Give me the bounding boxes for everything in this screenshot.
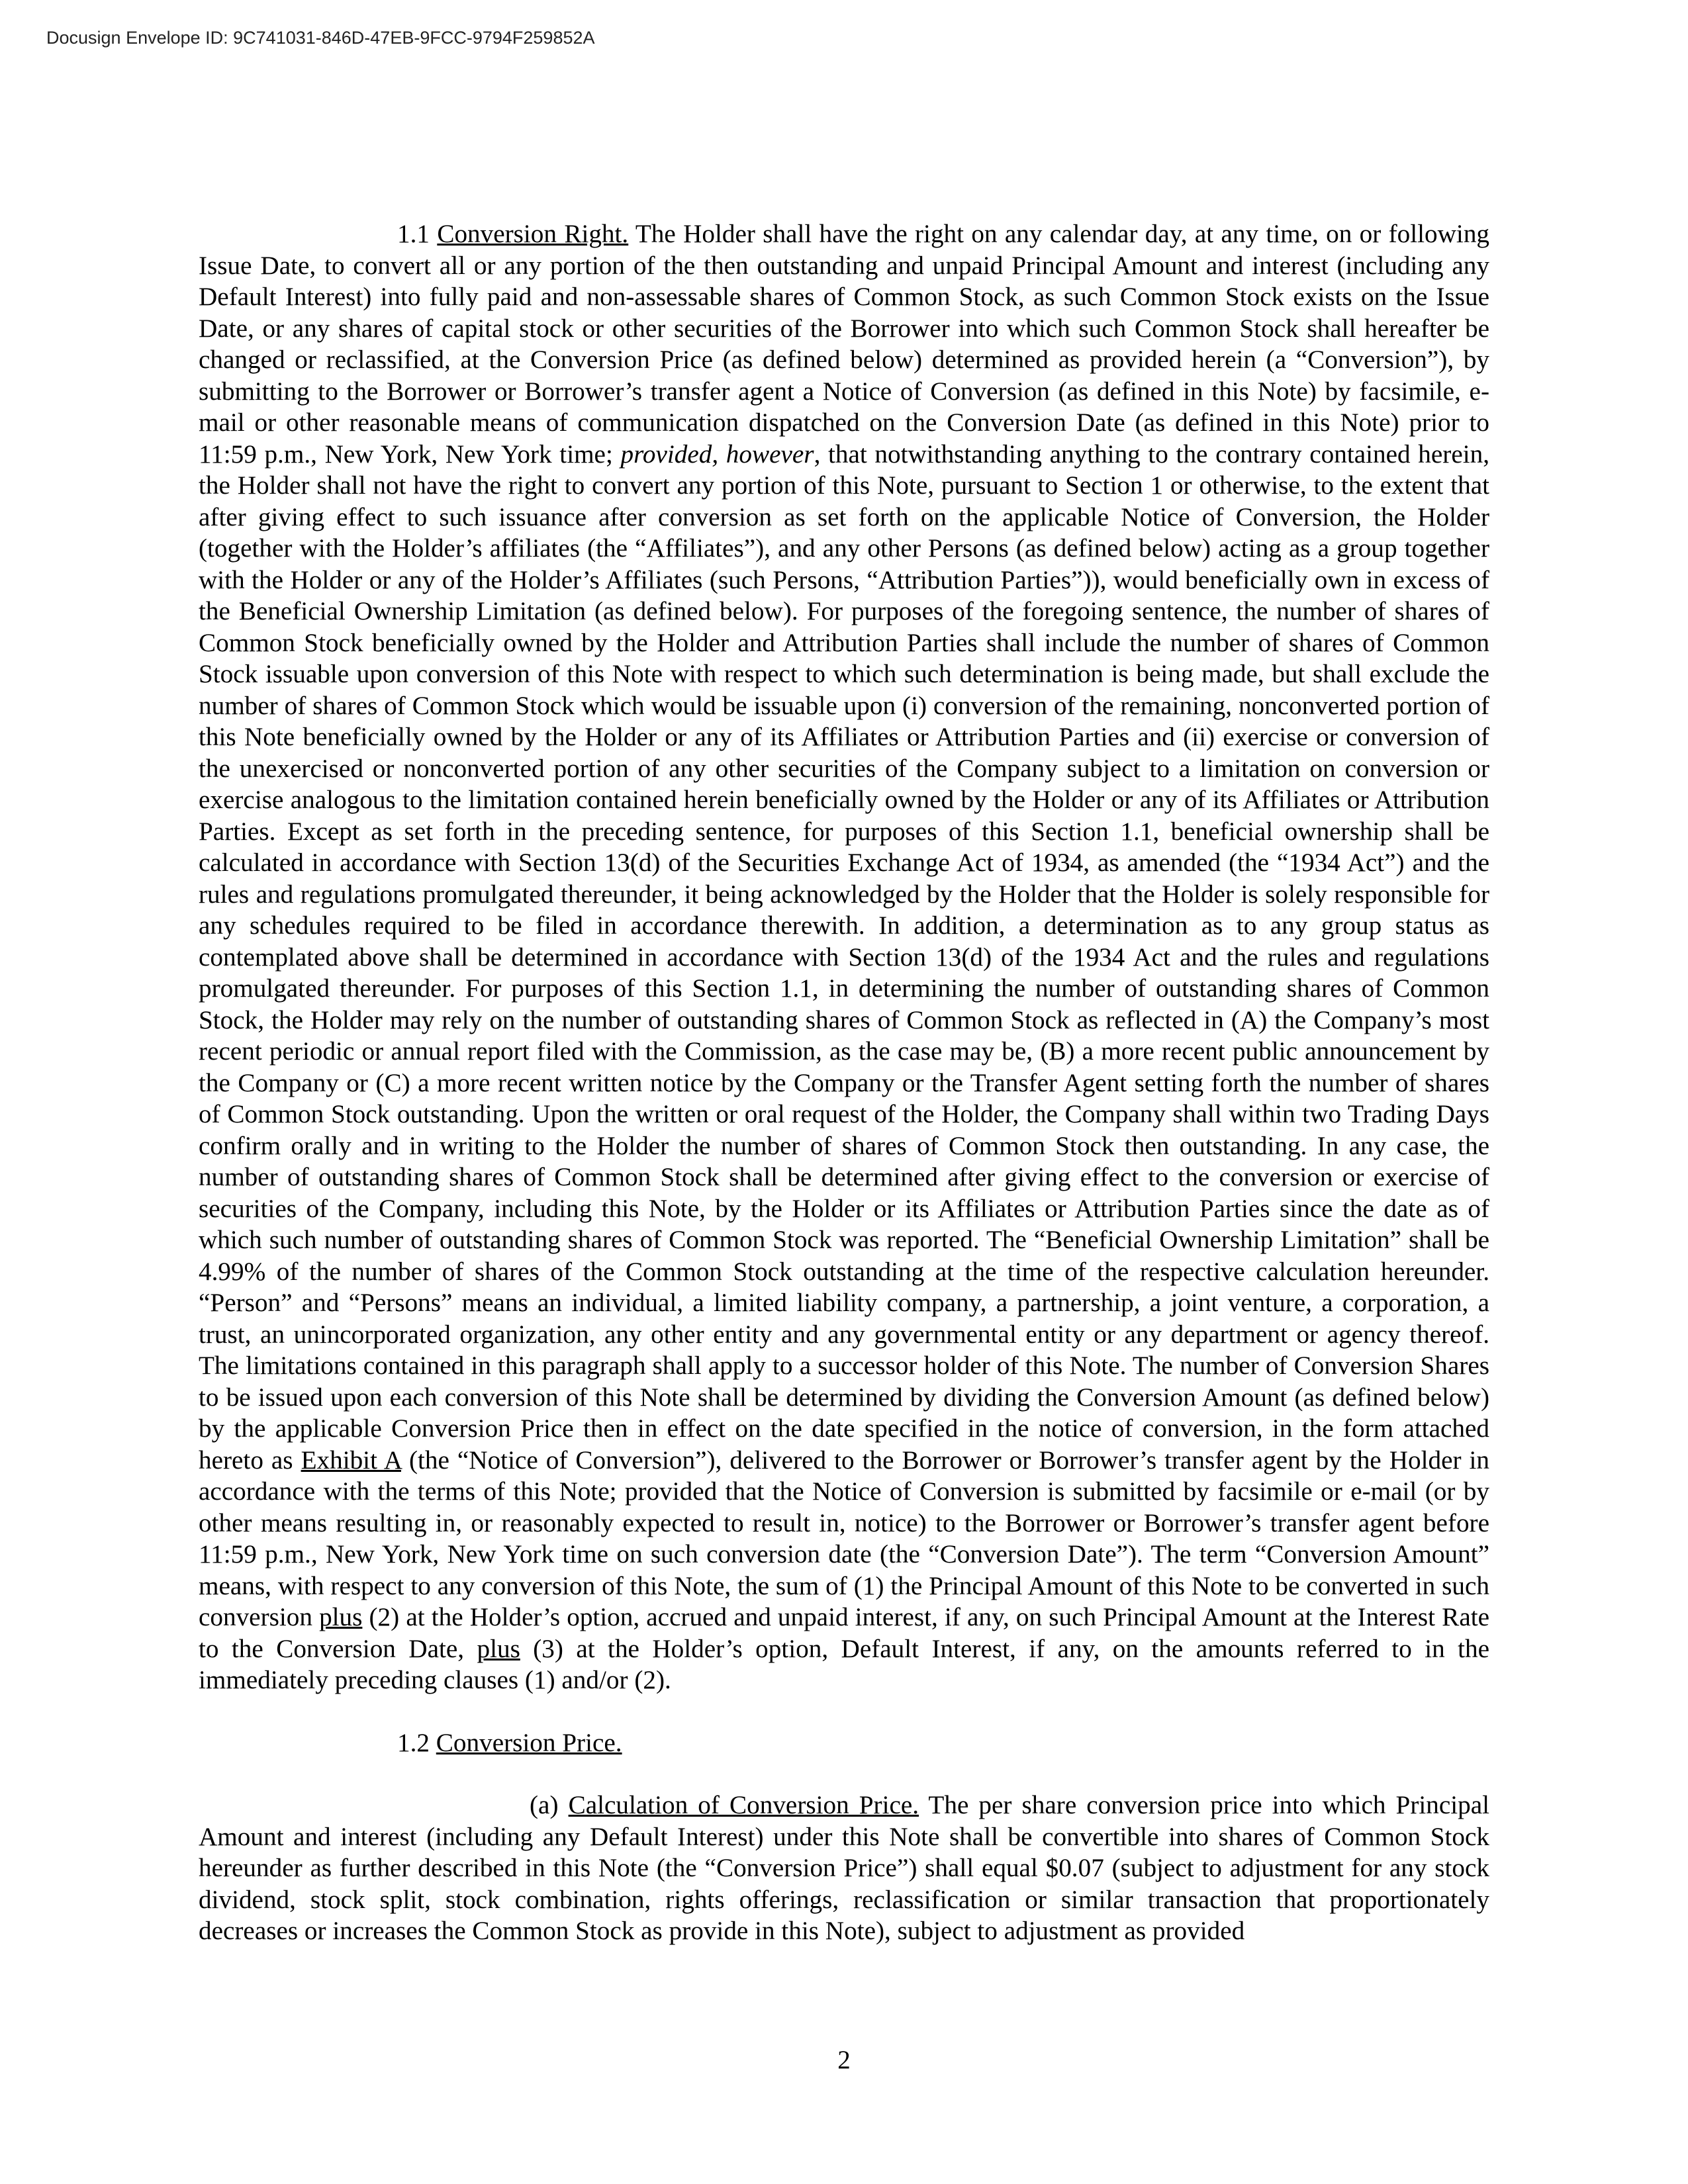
docusign-envelope-id: Docusign Envelope ID: 9C741031-846D-47EB-9FCC-9794F259852A (46, 28, 595, 48)
section-1-2-a-title: Calculation of Conversion Price. (568, 1791, 919, 1819)
section-1-1-conversion-right (199, 218, 1489, 1696)
plus-term-2: plus (477, 1634, 520, 1663)
section-1-1-title: Conversion Right. (437, 220, 629, 248)
section-1-1-number: 1.1 (397, 220, 430, 248)
section-1-1-text-b: , that notwithstanding anything to the contrary contained herein, the Holder shall not have the right to convert any portion of this Note, pursuant to Section 1 or otherwise, to the extent that after giving effect to such issuance after conversion as set forth on the applicable Notice of Conversion, the Holder (together with the Holder’s affiliates (the “Affiliates”), and any other Persons (as defined below) acting as a group together with the Holder or any of the Holder’s Affiliates (such Persons, “Attribution Parties”)), would beneficially own in excess of the Beneficial Ownership Limitation (as defined below). For purposes of the foregoing sentence, the number of shares of Common Stock beneficially owned by the Holder and Attribution Parties shall include the number of shares of Common Stock issuable upon conversion of this Note with respect to which such determination is being made, but shall exclude the number of shares of Common Stock which would be issuable upon (i) conversion of the remaining, nonconverted portion of this Note beneficially owned by the Holder or any of its Affiliates or Attribution Parties and (ii) exercise or conversion of the unexercised or nonconverted portion of any other securities of the Company subject to a limitation on conversion or exercise analogous to the limitation contained herein beneficially owned by the Holder or any of its Affiliates or Attribution Parties. Except as set forth in the preceding sentence, for purposes of this Section 1.1, beneficial ownership shall be calculated in accordance with Section 13(d) of the Securities Exchange Act of 1934, as amended (the “1934 Act”) and the rules and regulations promulgated thereunder, it being acknowledged by the Holder that the Holder is solely responsible for any schedules required to be filed in accordance therewith. In addition, a determination as to any group status as contemplated above shall be determined in accordance with Section 13(d) of the 1934 Act and the rules and regulations promulgated thereunder. For purposes of this Section 1.1, in determining the number of outstanding shares of Common Stock, the Holder may rely on the number of outstanding shares of Common Stock as reflected in (A) the Company’s most recent periodic or annual report filed with the Commission, as the case may be, (B) a more recent public announcement by the Company or (C) a more recent written notice by the Company or the Transfer Agent setting forth the number of shares of Common Stock outstanding. Upon the written or oral request of the Holder, the Company shall within two Trading Days confirm orally and in writing to the Holder the number of shares of Common Stock then outstanding. In any case, the number of outstanding shares of Common Stock shall be determined after giving effect to the conversion or exercise of securities of the Company, including this Note, by the Holder or its Affiliates or Attribution Parties since the date as of which such number of outstanding shares of Common Stock was reported. The “Beneficial Ownership Limitation” shall be 4.99% of the number of shares of the Common Stock outstanding at the time of the respective calculation hereunder. “Person” and “Persons” means an individual, a limited liability company, a partnership, a joint venture, a corporation, a trust, an unincorporated organization, any other entity and any governmental entity or any department or agency thereof. The limitations contained in this paragraph shall apply to a successor holder of this Note. The number of Conversion Shares to be issued upon each conversion of this Note shall be determined by dividing the Conversion Amount (as defined below) by the applicable Conversion Price then in effect on the date specified in the notice of conversion, in the form attached hereto as (199, 439, 1489, 1475)
section-1-2-number: 1.2 (397, 1728, 430, 1757)
section-1-1-text-e: (3) at the Holder’s option, Default Interest, if any, on the amounts referred to in the immediately preceding clauses (1) and/or (2). (199, 1634, 1489, 1694)
exhibit-a-reference: Exhibit A (301, 1445, 401, 1475)
section-1-2-a-number: (a) (530, 1791, 559, 1819)
page-number: 2 (837, 2046, 851, 2074)
plus-term-1: plus (319, 1603, 363, 1631)
section-1-2-a-text: The per share conversion price into which Principal Amount and interest (including any Default Interest) under this Note shall be convertible into shares of Common Stock hereunder as further described in this Note (the “Conversion Price”) shall equal $0.07 (subject to adjustment for any stock dividend, stock split, stock combination, rights offerings, reclassification or similar transaction that proportionately decreases or increases the Common Stock as provide in this Note), subject to adjustment as provided (199, 1791, 1490, 1945)
section-1-2-a-calculation (199, 1790, 1489, 1947)
section-1-1-proviso: provided, however (620, 439, 814, 469)
document-body (199, 218, 1489, 1947)
section-1-1-text-a: The Holder shall have the right on any calendar day, at any time, on or following Issue Date, to convert all or any portion of the then outstanding and unpaid Principal Amount and interest (including any Default Interest) into fully paid and non-assessable shares of Common Stock, as such Common Stock exists on the Issue Date, or any shares of capital stock or other securities of the Borrower into which such Common Stock shall hereafter be changed or reclassified, at the Conversion Price (as defined below) determined as provided herein (a “Conversion”), by submitting to the Borrower or Borrower’s transfer agent a Notice of Conversion (as defined in this Note) by facsimile, e-mail or other reasonable means of communication dispatched on the Conversion Date (as defined in this Note) prior to 11:59 p.m., New York, New York time; (199, 220, 1490, 469)
section-1-2-conversion-price (199, 1727, 1489, 1759)
section-1-1-text-d: (2) at the Holder’s option, accrued and unpaid interest, if any, on such Principal Amount at the Interest Rate to the Conversion Date, (199, 1603, 1489, 1663)
section-1-2-title: Conversion Price. (436, 1728, 622, 1757)
section-1-1-text-c: (the “Notice of Conversion”), delivered to the Borrower or Borrower’s transfer agent by the Holder in accordance with the terms of this Note; provided that the Notice of Conversion is submitted by facsimile or e-mail (or by other means resulting in, or reasonably expected to result in, notice) to the Borrower or Borrower’s transfer agent before 11:59 p.m., New York, New York time on such conversion date (the “Conversion Date”). The term “Conversion Amount” means, with respect to any conversion of this Note, the sum of (1) the Principal Amount of this Note to be converted in such conversion (199, 1445, 1490, 1631)
